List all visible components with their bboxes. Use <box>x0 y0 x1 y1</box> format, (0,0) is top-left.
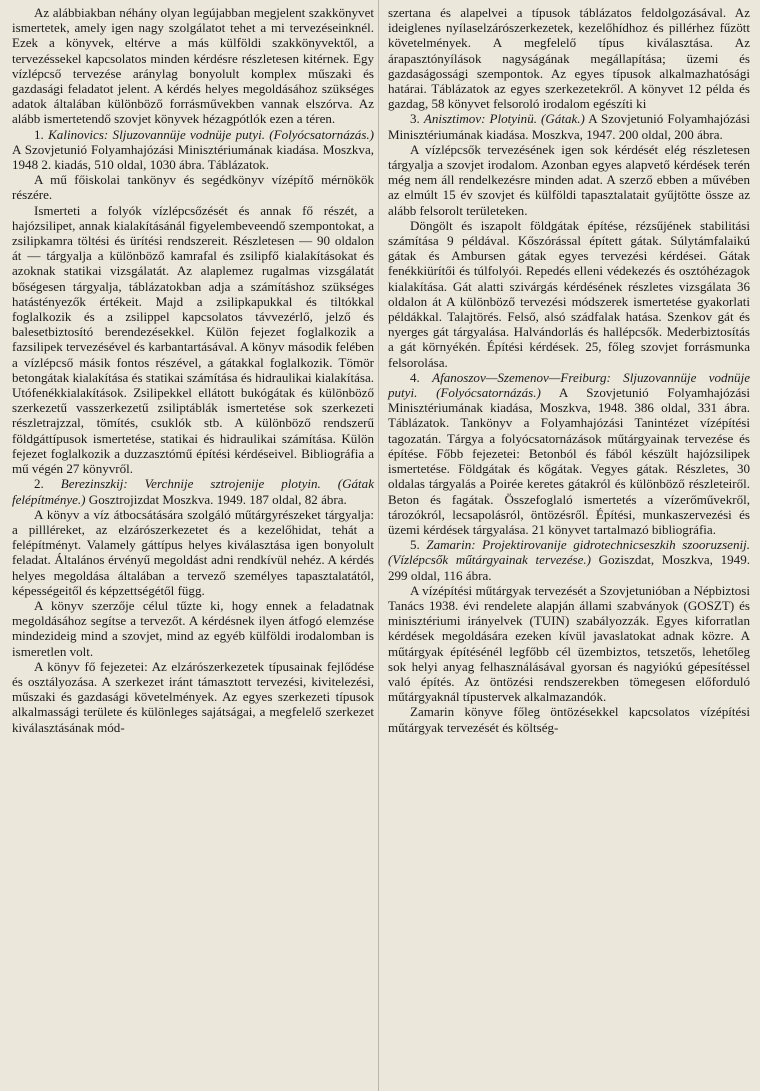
reference-details: Gosztrojizdat Moszkva. 1949. 187 oldal, 82 ábra. <box>85 491 347 507</box>
reference-details: A Szovjetunió Folyamhajózási Minisztériumának kiadása. Moszkva, 1947. 200 oldal, 200 ábra. <box>388 111 750 142</box>
reference-number: 5. <box>410 537 427 553</box>
body-paragraph: A vízlépcsők tervezésének igen sok kérdését elég részletesen tárgyalja a szovjet irodalom. Azonban egyes alapvető kérdések terén még nem áll rendelkezésre minden adat. A szerző ebben a művében az elmúlt 15 év szovjet és külföldi tapasztalatait gyűjtötte össze az alább felsorolt területeken. <box>388 141 750 218</box>
reference-title: Kalinovics: Sljuzovannüje vodnüje putyi. (Folyócsatornázás.) <box>48 126 375 142</box>
reference-details: A Szovjetunió Folyamhajózási Minisztériumának kiadása. Moszkva, 1948 2. kiadás, 510 oldal, 1030 ábra. Táblázatok. <box>12 141 374 173</box>
reference-number: 4. <box>410 369 433 385</box>
body-paragraph: A könyv szerzője célul tűzte ki, hogy ennek a feladatnak megoldásához segítse a tervezőt. A kérdésnek ilyen átfogó elemzése mindezideig mind a szovjet, mind az egyéb külföldi irodalomban is ismeretlen volt. <box>12 597 374 659</box>
reference-3 <box>388 111 750 141</box>
body-paragraph: A vízépítési műtárgyak tervezését a Szovjetunióban a Népbiztosi Tanács 1938. évi rendelete alapján állami szabványok (GOSZT) és minisztériumi irányelvek (TUIN) szabályozzák. Egyes kiforratlan kérdések megoldására ezeken kívül javaslatokat adnak közre. A műtárgyak építésénél legfőbb cél üzembiztos, tetszetős, lehetőleg sok helyi anyag felhasználásával gyorsan és nagyiókú gépesítéssel való építés. Az öntözési rendszerekben tömegesen előforduló műtárgyaknál típustervek alkalmazandók. <box>388 582 750 705</box>
intro-paragraph: Az alábbiakban néhány olyan legújabban megjelent szakkönyvet ismertetek, amely igen nagy szolgálatot tehet a mi tervezéseinknél. Ezek a könyvek, eltérve a más külföldi szakkönyvektől, a tervezéssekel kapcsolatos minden kérdésre részletesen kitérnek. Egy vízlépcső tervezése aránylag bonyolult komplex műszaki és gazdasági feladatot jelent. A kérdés helyes megoldásához szükséges adatok általában különböző forrásművekben vannak elszórva. Az alább ismertetendő szovjet könyvek hézagpótlók ezen a téren. <box>12 5 374 127</box>
continued-paragraph: szertana és alapelvei a típusok táblázatos feldolgozásával. Az ideiglenes nyílaselzárószerkezetek, kezelőhídhoz és pillérhez fűzött követelmények. A megfelelő típus kiválasztása. Az árapasztónyílások nagyságának megállapítása; üzemi és gazdaságossági szempontok. Az egyes típusok alkalmazhatósági határai. Táblázatok az egyes szerkezetekről. A könyvet 12 példa és gazdag, 58 könyvet felsoroló irodalom egészíti ki <box>388 5 750 112</box>
reference-number: 2. <box>34 476 61 492</box>
column-divider <box>378 0 379 1091</box>
reference-1 <box>12 127 374 173</box>
reference-number: 3. <box>410 111 424 127</box>
body-paragraph: A mű főiskolai tankönyv és segédkönyv vízépítő mérnökök részére. <box>12 172 374 203</box>
body-paragraph: Döngölt és iszapolt földgátak építése, rézsűjének stabilitási számítása 9 példával. Kőszórással épített gátak. Súlytámfalaikú gátak és Ambursen gátak egyes tervezési kérdései. Gátak fenékkiürítői és túlfolyói. Repedés elleni védekezés és osztóhézagok kialakítása. Gát alatti szivárgás kérdésének részletes vizsgálata 36 oldalon át A különböző tervezési módszerek ismertetése gyakorlati példákkal. Talajtörés. Felső, alsó szádfalak hatása. Szenkov gát és nyerges gát tárgyalása. Halvándorlás és hallépcsők. Mederbiztosítás a gát környékén. Építési kérdések. 25, főleg szovjet forrásmunka felsorolása. <box>388 217 750 370</box>
reference-2 <box>12 476 374 506</box>
right-column <box>388 5 750 735</box>
body-paragraph: A könyv fő fejezetei: Az elzárószerkezetek típusainak fejlődése és osztályozása. A szerkezet iránt támasztott tervezési, kivitelezési, műszaki és gazdasági követelmények. Az egyes szerkezeti típusok alkalmassági területe és különleges sajátságai, a megfelelő szerkezet kiválasztásának mód- <box>12 658 374 735</box>
reference-5 <box>388 537 750 583</box>
reference-title: Anisztimov: Plotyinü. (Gátak.) <box>423 111 585 127</box>
reference-title: Afanoszov—Szemenov—Freiburg: Sljuzovannüje vodnüje putyi. (Folyócsatornázás.) <box>388 369 750 401</box>
reference-4 <box>388 370 750 537</box>
left-column <box>12 5 374 735</box>
reference-title: Berezinszkij: Verchnije sztrojenije plotyin. (Gátak felépítménye.) <box>12 476 374 507</box>
reference-details: A Szovjetunió Folyamhajózási Minisztériumának kiadása, Moszkva, 1948. 386 oldal, 331 ábra. Táblázatok. Tankönyv a Folyamhajózási Tanintézet vízépítési tagozatán. Tárgya a folyócsatornázások műtárgyainak tervezése és építése. Főbb fejezetei: Betonból és fából készült hajózsilipek ismertetése. Földgátak és kőgátak. Vegyes gátak. Részletes, 30 oldalas tárgyalás a Poirée keretes gátakról és különböző részleteiről. Beton és fagátak. Összefoglaló ismertetés a vízerőművekről, tározókról, lecsapolásról, öntözésről. Építési, munkaszervezési és üzemi kérdések tárgyalása. 21 könyvet tartalmazó bibliográfia. <box>388 385 750 537</box>
body-paragraph: Ismerteti a folyók vízlépcsőzését és annak fő részét, a hajózsilipet, annak kialakításánál figyelembeveendő szempontokat, a zsilipkamra töltési és ürítési rendszereit. Részletesen — 90 oldalon át — tárgyalja a különböző kamrafal és zsilipfő kialakításokat és azoknak statikai vizsgálatát. Az alaplemez rugalmas vizsgálatát bőségesen tárgyalja, táblázatokban adja a számításhoz szükséges hatástényezők értékeit. Majd a zsilipkapukkal és tiltókkal foglalkozik és a zsilippel kapcsolatos távvezérlő, jelző és balesetbiztosító berendezésekkel. Külön fejezet foglalkozik a fazsilipek tervezésével és karbantartásával. A könyv második felében a vízlépcső másik fontos részével, a gátakkal foglalkozik. Tömör betongátak kialakítása és statikai számítása és hidraulikai kialakítása. Utófenékkialakítások. Zsilipekkel ellátott bukógátak és különböző szerkezetű vasszerkezetű zsiliptáblák ismertetése sok szerkezeti részletrajzzal, tömítés, csuklók stb. A különböző rendszerű földgáttípusok ismertetése, statikai és hidraulikai számítása. Külön fejezet foglalkozik a duzzasztómű építési kérdéseivel. Bibliográfia a mű végén 27 könyvről. <box>12 202 374 477</box>
reference-number: 1. <box>34 126 49 142</box>
body-paragraph: Zamarin könyve főleg öntözésekkel kapcsolatos vízépítési műtárgyak tervezését és költség- <box>388 704 750 735</box>
reference-details: Goziszdat, Moszkva, 1949. 299 oldal, 116 ábra. <box>388 552 750 583</box>
reference-title: Zamarin: Projektirovanije gidrotechnicseszkih szooruzsenij. (Vízlépcsők műtárgyainak tervezése.) <box>388 537 750 568</box>
body-paragraph: A könyv a víz átbocsátására szolgáló műtárgyrészeket tárgyalja: a pillléreket, az elzárószerkezetet és a kezelőhidat, tehát a felépítményt. Valamely gáttípus helyes kiválasztása igen bonyolult feladat. Általános érvényű megoldást adni rendkívül nehéz. A kérdés helyes megoldása általában a tervező személyes tapasztalatától, képességeitől és képzettségétől függ. <box>12 506 374 598</box>
